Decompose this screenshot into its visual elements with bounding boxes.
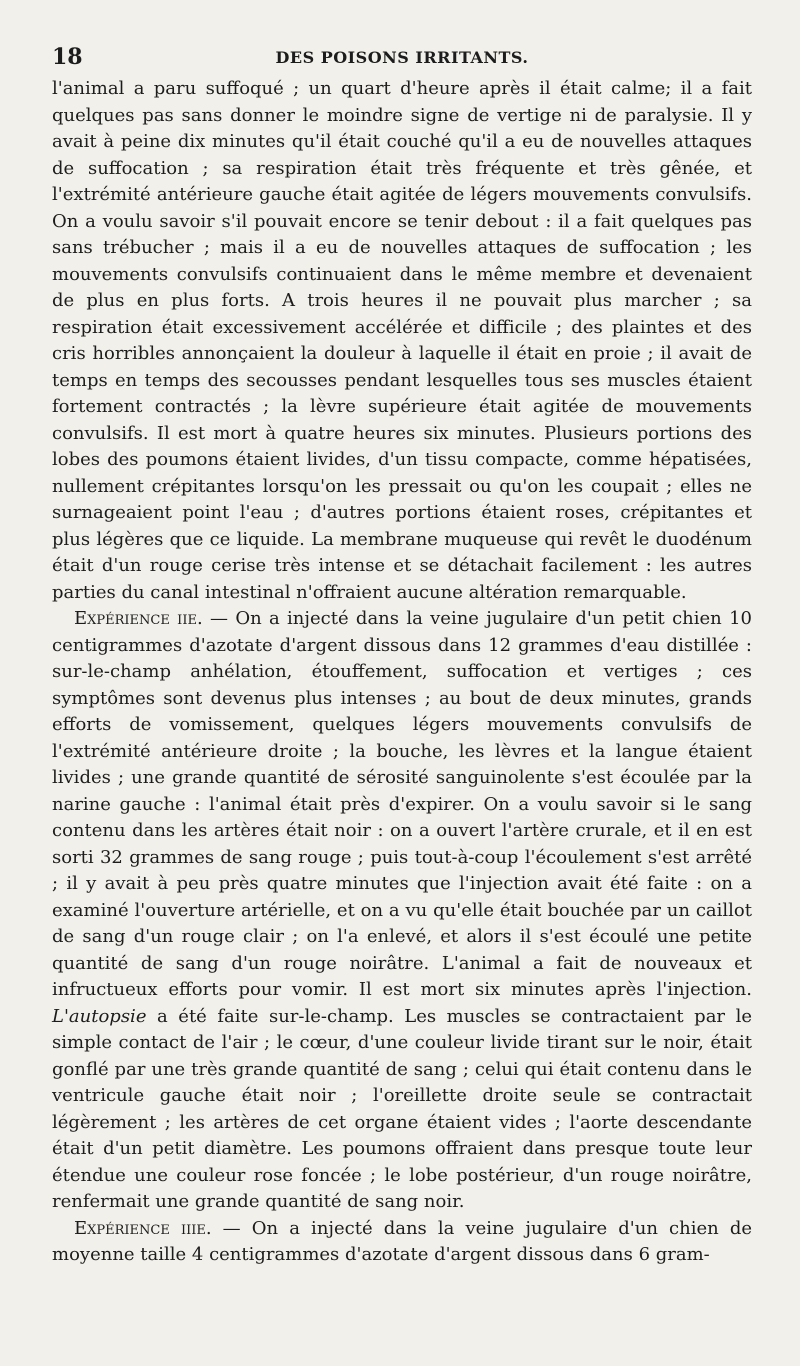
paragraph-experience-3: [52, 1216, 752, 1269]
paragraph-experience-2: [52, 606, 752, 1216]
page-header: [52, 44, 752, 74]
experience-3-label: Expérience iiie.: [74, 1217, 212, 1239]
paragraph-continuation: l'animal a paru suffoqué ; un quart d'heure après il était calme; il a fait quelques pas sans donner le moindre signe de vertige ni de paralysie. Il y avait à peine dix minutes qu'il était couché qu'il a eu de nouvelles attaques de suffocation ; sa respiration était très fréquente et très gênée, et l'extrémité antérieure gauche était agitée de légers mouvements convulsifs. On a voulu savoir s'il pouvait encore se tenir debout : il a fait quelques pas sans trébucher ; mais il a eu de nouvelles attaques de suffocation ; les mouvements convulsifs continuaient dans le même membre et devenaient de plus en plus forts. A trois heures il ne pouvait plus marcher ; sa respiration était excessivement accélérée et difficile ; des plaintes et des cris horribles annonçaient la douleur à laquelle il était en proie ; il avait de temps en temps des secousses pendant lesquelles tous ses muscles étaient fortement contractés ; la lèvre supérieure était agitée de mouvements convulsifs. Il est mort à quatre heures six minutes. Plusieurs portions des lobes des poumons étaient livides, d'un tissu compacte, comme hépatisées, nullement crépitantes lorsqu'on les pressait ou qu'on les coupait ; elles ne surnageaient point l'eau ; d'autres portions étaient roses, crépitantes et plus légères que ce liquide. La membrane muqueuse qui revêt le duodénum était d'un rouge cerise très intense et se détachait facilement : les autres parties du canal intestinal n'offraient aucune altération remarquable.: [52, 78, 752, 603]
experience-3-text: — On a injecté dans la veine jugulaire d'un chien de moyenne taille 4 centigrammes d'azotate d'argent dissous dans 6 gram-: [52, 1217, 752, 1265]
experience-2-label: Expérience iie.: [74, 608, 203, 629]
experience-2-text-a: — On a injecté dans la veine jugulaire d'un petit chien 10 centigrammes d'azotate d'argent dissous dans 12 grammes d'eau distillée : sur-le-champ anhélation, étouffement, suffocation et vertiges ; ces symptômes sont devenus plus intenses ; au bout de deux minutes, grands efforts de vomissement, quelques légers mouvements convulsifs de l'extrémité antérieure droite ; la bouche, les lèvres et la langue étaient livides ; une grande quantité de sérosité sanguinolente s'est écoulée par la narine gauche : l'animal était près d'expirer. On a voulu savoir si le sang contenu dans les artères était noir : on a ouvert l'artère crurale, et il en est sorti 32 grammes de sang rouge ; puis tout-à-coup l'écoulement s'est arrêté ; il y avait à peu près quatre minutes que l'injection avait été faite : on a examiné l'ouverture artérielle, et on a vu qu'elle était bouchée par un caillot de sang d'un rouge clair ; on l'a enlevé, et alors il s'est écoulé une petite quantité de sang d'un rouge noirâtre. L'animal a fait de nouveaux et infructueux efforts pour vomir. Il est mort six minutes après l'injection.: [52, 608, 752, 1000]
body-text: [52, 76, 752, 1269]
running-title: DES POISONS IRRITANTS.: [275, 48, 529, 67]
autopsie-word: L'autopsie: [52, 1005, 147, 1027]
page-number: 18: [52, 44, 83, 70]
experience-2-text-b: a été faite sur-le-champ. Les muscles se contractaient par le simple contact de l'air ; le cœur, d'une couleur livide tirant sur le noir, était gonflé par une très grande quantité de sang ; celui qui était contenu dans le ventricule gauche était noir ; l'oreillette droite seule se contractait légèrement ; les artères de cet organe étaient vides ; l'aorte descendante était d'un petit diamètre. Les poumons offraient dans presque toute leur étendue une couleur rose foncée ; le lobe postérieur, d'un rouge noirâtre, renfermait une grande quantité de sang noir.: [52, 1005, 752, 1212]
